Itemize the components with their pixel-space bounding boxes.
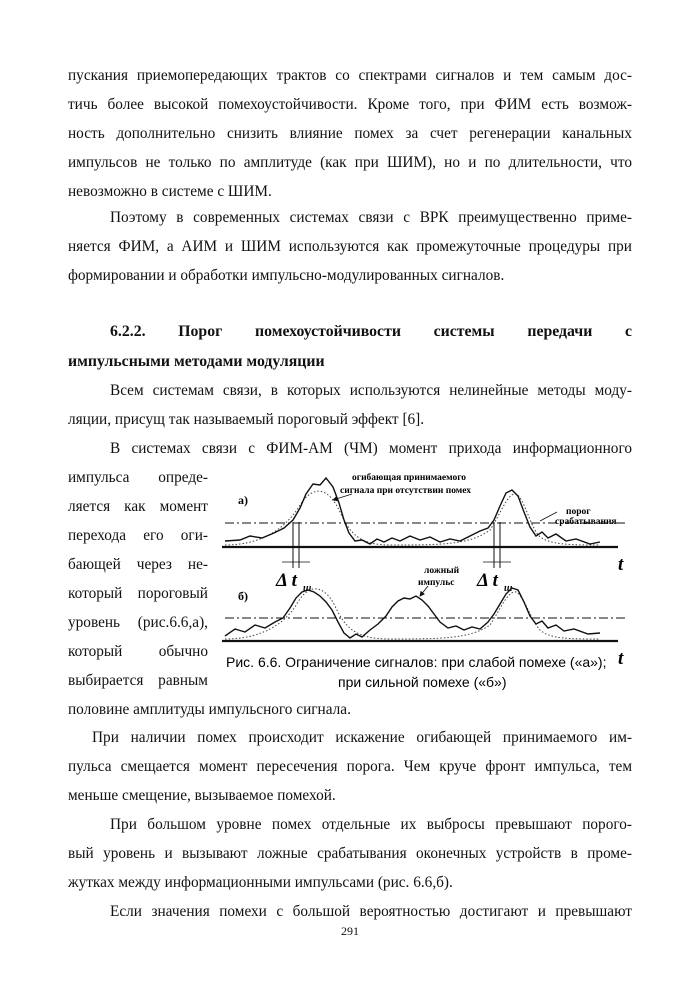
side-text-line: уровень (рис.6.6,а),	[68, 614, 208, 631]
side-text-line: ляется как момент	[68, 498, 208, 515]
heading-word: системы	[433, 323, 495, 340]
envelope-label: сигнала при отсутствии помех	[340, 486, 472, 496]
text-line: В системах связи с ФИМ-АМ (ЧМ) момент прихода информационного	[110, 440, 632, 457]
text-line: половине амплитуды импульсного сигнала.	[68, 701, 351, 718]
page-number: 291	[341, 924, 359, 938]
text-line: пускания приемопередающих трактов со спектрами сигналов и тем самым дос-	[68, 67, 632, 84]
axis-t-label-b: t	[618, 648, 624, 669]
false-pulse-label: импульс	[418, 578, 455, 588]
delta-t-subscript: ш	[504, 583, 513, 594]
text-line: импульсов не только по амплитуде (как при ШИМ), но и по длительности, что	[68, 154, 632, 171]
noisy-envelope-b	[225, 588, 600, 638]
side-text-line: бающей через не-	[68, 556, 208, 573]
text-line: жутках между информационными импульсами (рис. 6.6,б).	[68, 874, 453, 891]
text-line: При большом уровне помех отдельные их выбросы превышают порого-	[110, 816, 632, 833]
ideal-envelope-b	[225, 589, 600, 639]
text-line: пульса смещается момент пересечения порога. Чем круче фронт импульса, тем	[68, 758, 632, 775]
text-line: меньше смещение, вызываемое помехой.	[68, 787, 336, 804]
section-heading-line2: импульсными методами модуляции	[68, 353, 325, 370]
side-text-line: импульса опреде-	[68, 469, 208, 486]
side-text-line: который пороговый	[68, 585, 208, 602]
side-text-line: выбирается равным	[68, 672, 208, 689]
envelope-label: огибающая принимаемого	[352, 473, 467, 483]
heading-word: помехоустойчивости	[255, 323, 401, 340]
heading-word: с	[625, 323, 633, 340]
threshold-label: срабатывания	[555, 517, 617, 527]
text-line: тичь более высокой помехоустойчивости. Кроме того, при ФИМ есть возмож-	[68, 96, 632, 113]
text-line: няется ФИМ, а АИМ и ШИМ используются как промежуточные процедуры при	[68, 238, 632, 255]
text-line: Поэтому в современных системах связи с ВРК преимущественно приме-	[110, 209, 632, 226]
text-line: Всем системам связи, в которых используются нелинейные методы моду-	[110, 382, 632, 399]
threshold-label: порог	[566, 507, 591, 517]
text-line: При наличии помех происходит искажение огибающей принимаемого им-	[92, 729, 632, 746]
heading-number: 6.2.2.	[110, 323, 146, 340]
figure-label-b: б)	[238, 589, 248, 603]
heading-word: Порог	[178, 323, 223, 340]
figure-caption: Рис. 6.6. Ограничение сигналов: при слабой помехе («а»);	[226, 654, 607, 670]
text-line: Если значения помехи с большой вероятностью достигают и превышают	[110, 903, 632, 920]
figure-caption: при сильной помехе («б»)	[338, 674, 507, 690]
text-line: ляции, присущ так называемый пороговый эффект [6].	[68, 411, 425, 428]
text-line: ность дополнительно снизить влияние помех за счет регенерации канальных	[68, 125, 632, 142]
text-line: невозможно в системе с ШИМ.	[68, 183, 272, 200]
false-pulse-label: ложный	[424, 566, 460, 576]
delta-t-label: Δ t	[477, 570, 498, 591]
side-text-line: перехода его оги-	[68, 527, 208, 544]
side-text-line: который обычно	[68, 643, 208, 660]
text-line: вый уровень и вызывают ложные срабатывания оконечных устройств в проме-	[68, 845, 632, 862]
figure-label-a: а)	[238, 493, 248, 507]
delta-t-label: Δ t	[276, 570, 297, 591]
axis-t-label-a: t	[618, 554, 624, 575]
delta-t-subscript: ш	[303, 583, 312, 594]
text-line: формировании и обработки импульсно-модулированных сигналов.	[68, 267, 505, 284]
heading-word: передачи	[527, 323, 593, 340]
